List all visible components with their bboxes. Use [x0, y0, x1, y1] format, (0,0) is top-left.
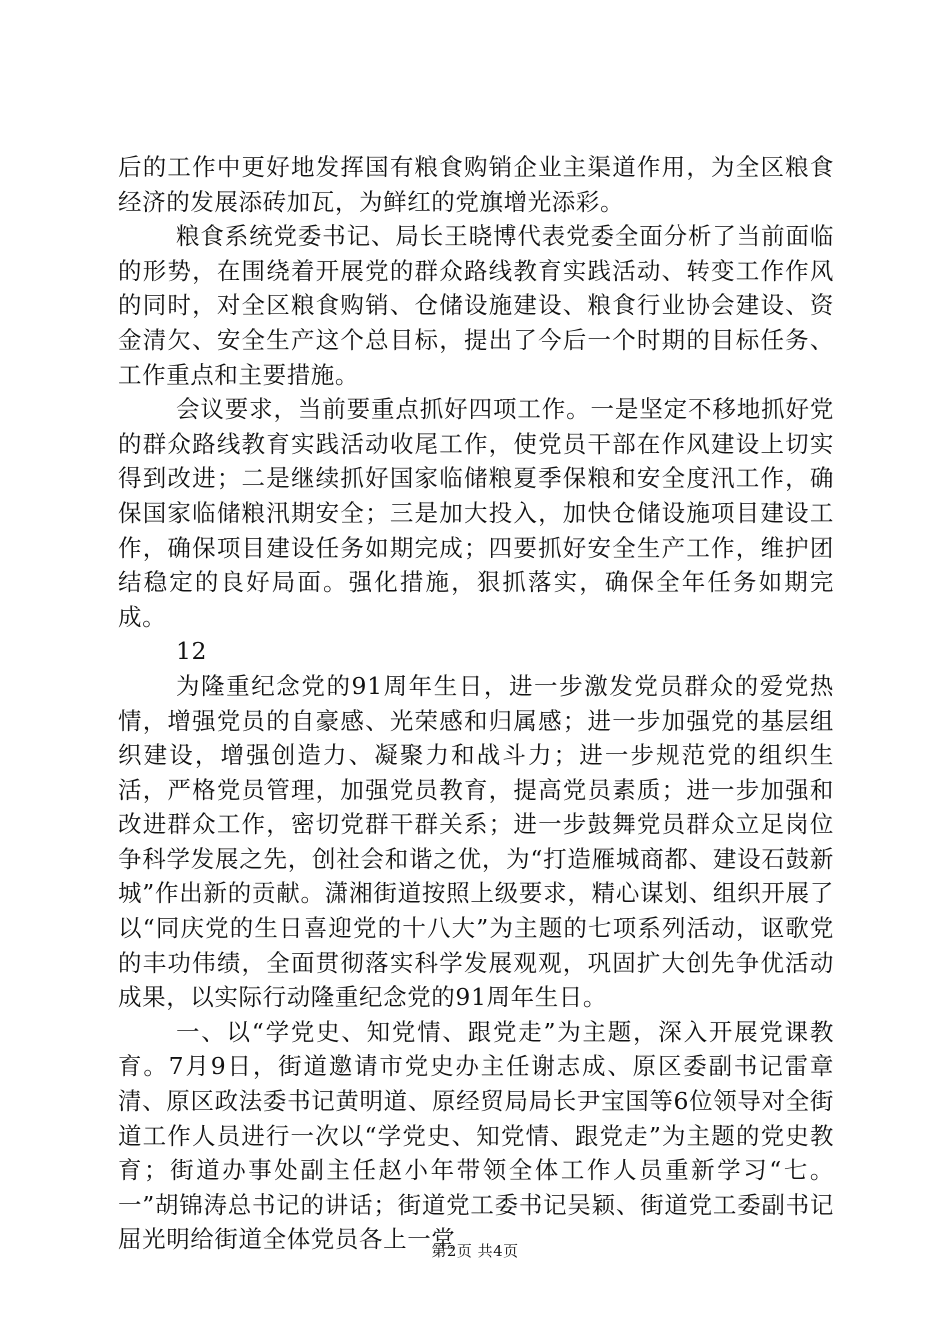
- document-body: [118, 150, 834, 1257]
- paragraph-party-secretary-analysis: 粮食系统党委书记、局长王晓博代表党委全面分析了当前面临的形势，在围绕着开展党的群众路线教育实践活动、转变工作作风的同时，对全区粮食购销、仓储设施建设、粮食行业协会建设、资金清欠、安全生产这个总目标，提出了今后一个时期的目标任务、工作重点和主要措施。: [118, 222, 834, 389]
- paragraph-meeting-requirements: 会议要求，当前要重点抓好四项工作。一是坚定不移地抓好党的群众路线教育实践活动收尾工作，使党员干部在作风建设上切实得到改进；二是继续抓好国家临储粮夏季保粮和安全度汛工作，确保国家临储粮汛期安全；三是加大投入，加快仓储设施项目建设工作，确保项目建设任务如期完成；四要抓好安全生产工作，维护团结稳定的良好局面。强化措施，狠抓落实，确保全年任务如期完成。: [118, 395, 834, 631]
- paragraph-number-marker: 12: [176, 637, 208, 666]
- page-footer: 第2页 共4页: [431, 1242, 519, 1260]
- paragraph-party-history-education: 一、以“学党史、知党情、跟党走”为主题，深入开展党课教育。7月9日，街道邀请市党史办主任谢志成、原区委副书记雷章清、原区政法委书记黄明道、原经贸局局长尹宝国等6位领导对全街道工作人员进行一次以“学党史、知党情、跟党走”为主题的党史教育；街道办事处副主任赵小年带领全体工作人员重新学习“七。一”胡锦涛总书记的讲话；街道党工委书记吴颖、街道党工委副书记屈光明给街道全体党员各上一堂: [118, 1017, 834, 1254]
- paragraph-continuation: 后的工作中更好地发挥国有粮食购销企业主渠道作用，为全区粮食经济的发展添砖加瓦，为鲜红的党旗增光添彩。: [118, 153, 834, 216]
- paragraph-anniversary-intro: 为隆重纪念党的91周年生日，进一步激发党员群众的爱党热情，增强党员的自豪感、光荣感和归属感；进一步加强党的基层组织建设，增强创造力、凝聚力和战斗力；进一步规范党的组织生活，严格党员管理，加强党员教育，提高党员素质；进一步加强和改进群众工作，密切党群干群关系；进一步鼓舞党员群众立足岗位争科学发展之先，创社会和谐之优，为“打造雁城商都、建设石鼓新城”作出新的贡献。潇湘街道按照上级要求，精心谋划、组织开展了以“同庆党的生日喜迎党的十八大”为主题的七项系列活动，讴歌党的丰功伟绩，全面贯彻落实科学发展观观，巩固扩大创先争优活动成果，以实际行动隆重纪念党的91周年生日。: [118, 671, 834, 1012]
